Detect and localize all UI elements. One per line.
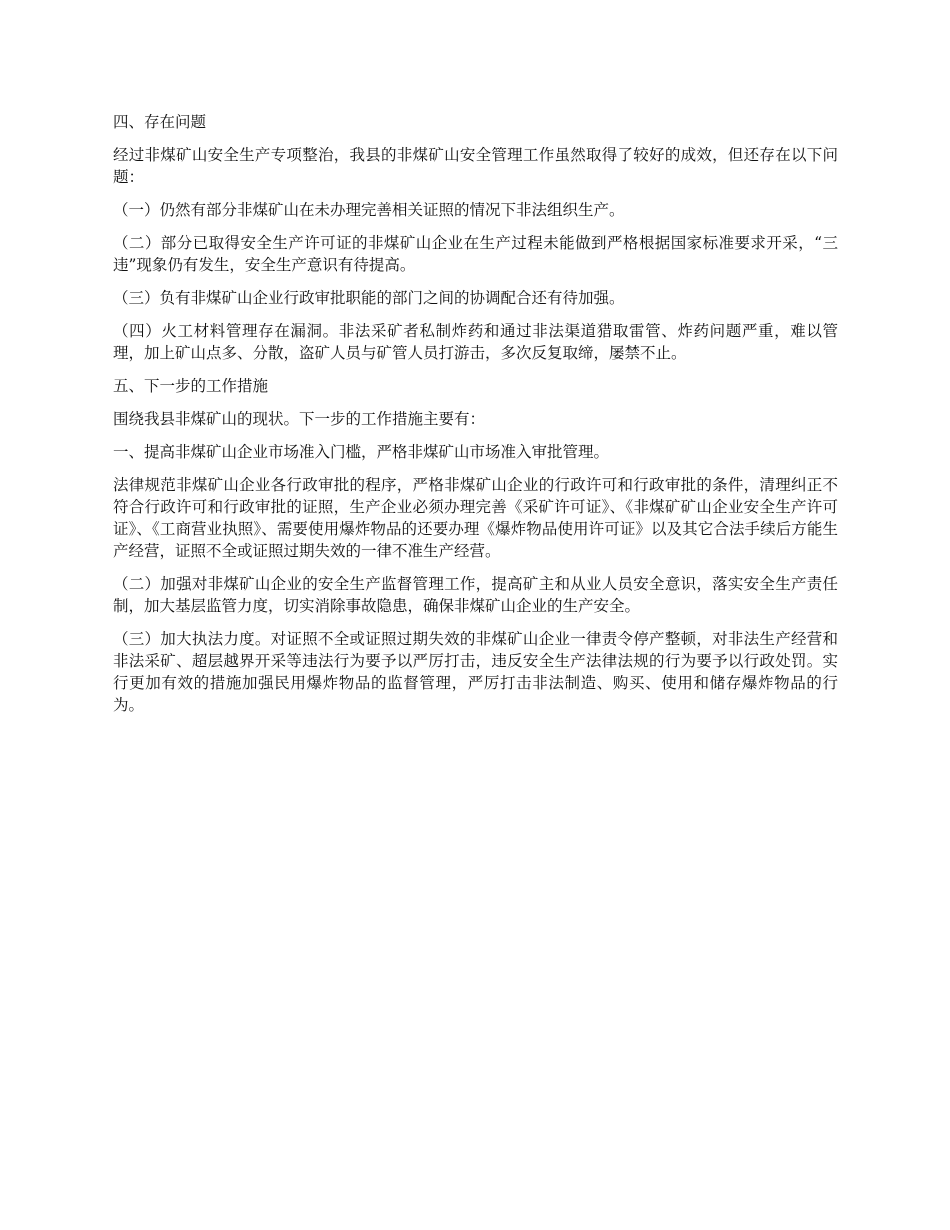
measure-item-3: （三）加大执法力度。对证照不全或证照过期失效的非煤矿山企业一律责令停产整顿，对非法生产经营和非法采矿、超层越界开采等违法行为要予以严厉打击，违反安全生产法律法规的行为要予以行政处罚。实行更加有效的措施加强民用爆炸物品的监督管理，严厉打击非法制造、购买、使用和储存爆炸物品的行为。 xyxy=(113,630,838,714)
section-heading-measures: 五、下一步的工作措施 xyxy=(113,377,269,395)
document-body xyxy=(113,111,838,727)
issue-item-4: （四）火工材料管理存在漏洞。非法采矿者私制炸药和通过非法渠道猎取雷管、炸药问题严重，难以管理，加上矿山点多、分散，盗矿人员与矿管人员打游击，多次反复取缔，屡禁不止。 xyxy=(113,322,838,362)
measure-item-1-body: 法律规范非煤矿山企业各行政审批的程序，严格非煤矿山企业的行政许可和行政审批的条件，清理纠正不符合行政许可和行政审批的证照，生产企业必须办理完善《采矿许可证》、《非煤矿矿山企业安全生产许可证》、《工商营业执照》、需要使用爆炸物品的还要办理《爆炸物品使用许可证》以及其它合法手续后方能生产经营，证照不全或证照过期失效的一律不准生产经营。 xyxy=(113,476,838,560)
section-intro-problems: 经过非煤矿山安全生产专项整治，我县的非煤矿山安全管理工作虽然取得了较好的成效，但还存在以下问题： xyxy=(113,146,838,186)
measure-item-1-title: 一、提高非煤矿山企业市场准入门槛，严格非煤矿山市场准入审批管理。 xyxy=(113,443,610,461)
measure-item-2: （二）加强对非煤矿山企业的安全生产监督管理工作，提高矿主和从业人员安全意识，落实安全生产责任制，加大基层监管力度，切实消除事故隐患，确保非煤矿山企业的生产安全。 xyxy=(113,575,838,615)
issue-item-2: （二）部分已取得安全生产许可证的非煤矿山企业在生产过程未能做到严格根据国家标准要求开采，“三违”现象仍有发生，安全生产意识有待提高。 xyxy=(113,234,838,274)
section-intro-measures: 围绕我县非煤矿山的现状。下一步的工作措施主要有： xyxy=(113,410,486,428)
issue-item-3: （三）负有非煤矿山企业行政审批职能的部门之间的协调配合还有待加强。 xyxy=(113,289,625,307)
issue-item-1: （一）仍然有部分非煤矿山在未办理完善相关证照的情况下非法组织生产。 xyxy=(113,201,625,219)
section-heading-problems: 四、存在问题 xyxy=(113,113,207,131)
